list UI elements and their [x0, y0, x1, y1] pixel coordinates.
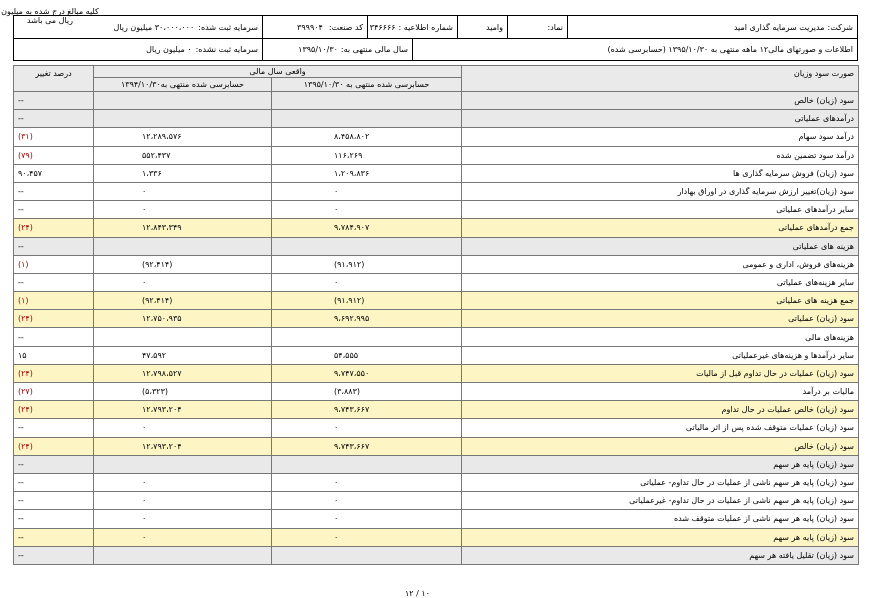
col-group-header: واقعی سال مالی [94, 66, 462, 78]
row-percent-change: ۹۰،۴۵۷ [14, 164, 94, 182]
row-percent-change: -- [14, 328, 94, 346]
row-previous-value [94, 237, 272, 255]
row-previous-value: ۰ [94, 201, 272, 219]
row-previous-value: ۱۲،۸۴۳،۳۴۹ [94, 219, 272, 237]
row-percent-change: -- [14, 473, 94, 491]
row-percent-change: (۲۴) [14, 219, 94, 237]
table-row [14, 455, 859, 473]
row-current-value [272, 92, 462, 110]
row-current-value: (۹۱،۹۱۲) [272, 255, 462, 273]
row-description: جمع درآمدهای عملیاتی [462, 219, 859, 237]
row-description: سود (زیان)تغییر ارزش سرمایه گذاری در اوراق بهادار [462, 182, 859, 200]
table-row [14, 492, 859, 510]
row-percent-change: -- [14, 546, 94, 564]
row-description: سود (زیان) پایه هر سهم ناشی از عملیات متوقف شده [462, 510, 859, 528]
table-row [14, 110, 859, 128]
row-percent-change: -- [14, 528, 94, 546]
row-previous-value: ۰ [94, 182, 272, 200]
row-percent-change: ۱۵ [14, 346, 94, 364]
income-statement-table [13, 65, 859, 565]
table-row [14, 273, 859, 291]
row-previous-value: ۴۷،۵۹۲ [94, 346, 272, 364]
company-label: شرکت: [827, 22, 853, 32]
table-row [14, 437, 859, 455]
row-previous-value [94, 328, 272, 346]
row-current-value: ۹،۷۴۷،۵۵۰ [272, 364, 462, 382]
reg-capital-label: سرمایه ثبت شده: [198, 22, 258, 32]
row-current-value: (۳،۸۸۳) [272, 383, 462, 401]
row-previous-value: ۰ [94, 528, 272, 546]
table-row [14, 255, 859, 273]
col-current-header: حسابرسی شده منتهی به ۱۳۹۵/۱۰/۳۰ [272, 78, 462, 92]
row-current-value [272, 455, 462, 473]
row-percent-change: (۱) [14, 292, 94, 310]
row-previous-value: ۰ [94, 273, 272, 291]
row-description: سود (زیان) پایه هر سهم ناشی از عملیات در حال تداوم- عملیاتی [462, 473, 859, 491]
row-current-value [272, 110, 462, 128]
title-cell [412, 38, 857, 60]
company-info-box [13, 15, 858, 61]
table-row [14, 92, 859, 110]
row-description: جمع هزینه های عملیاتی [462, 292, 859, 310]
row-description: سود (زیان) عملیاتی [462, 310, 859, 328]
row-previous-value [94, 110, 272, 128]
table-row [14, 419, 859, 437]
row-description: مالیات بر درآمد [462, 383, 859, 401]
col-pct-header: درصد تغییر [14, 66, 94, 92]
row-current-value [272, 237, 462, 255]
row-percent-change: (۲۷) [14, 383, 94, 401]
row-current-value: ۱۱۶،۲۶۹ [272, 146, 462, 164]
row-current-value: ۰ [272, 510, 462, 528]
row-percent-change: -- [14, 237, 94, 255]
row-description: سود (زیان) خالص عملیات در حال تداوم [462, 401, 859, 419]
row-previous-value: ۰ [94, 492, 272, 510]
row-percent-change: (۲۴) [14, 364, 94, 382]
row-percent-change: -- [14, 110, 94, 128]
row-description: درآمد سود سهام [462, 128, 859, 146]
row-current-value: ۵۴،۵۵۵ [272, 346, 462, 364]
row-previous-value: ۵۵۲،۴۳۷ [94, 146, 272, 164]
row-previous-value: ۱،۳۳۶ [94, 164, 272, 182]
info-row-1 [14, 16, 857, 39]
row-description: سود (زیان) پایه هر سهم [462, 528, 859, 546]
table-body [14, 92, 859, 565]
row-percent-change: -- [14, 201, 94, 219]
symbol-cell [457, 16, 507, 38]
fy-label: سال مالی منتهی به: [340, 44, 408, 54]
table-row [14, 510, 859, 528]
row-previous-value: ۱۲،۷۵۰،۹۳۵ [94, 310, 272, 328]
table-row [14, 164, 859, 182]
table-row [14, 128, 859, 146]
table-row [14, 146, 859, 164]
row-description: سود (زیان) خالص [462, 92, 859, 110]
unreg-capital-value: ۰ میلیون ریال [146, 44, 192, 54]
row-previous-value: ۱۲،۷۹۳،۲۰۴ [94, 401, 272, 419]
row-percent-change: -- [14, 455, 94, 473]
symbol-label: نماد: [547, 22, 563, 32]
row-description: سود (زیان) فروش سرمایه گذاری ها [462, 164, 859, 182]
reg-capital-cell [14, 16, 262, 38]
table-row [14, 364, 859, 382]
row-current-value: (۹۱،۹۱۲) [272, 292, 462, 310]
notice-cell [367, 16, 457, 38]
table-row [14, 182, 859, 200]
row-previous-value: ۱۲،۲۸۹،۵۷۶ [94, 128, 272, 146]
row-current-value: ۹،۷۴۳،۶۶۷ [272, 401, 462, 419]
row-current-value: ۰ [272, 528, 462, 546]
row-description: هزینه های عملیاتی [462, 237, 859, 255]
row-previous-value: ۰ [94, 473, 272, 491]
row-percent-change: (۳۱) [14, 128, 94, 146]
row-current-value: ۹،۶۹۲،۹۹۵ [272, 310, 462, 328]
table-row [14, 401, 859, 419]
table-row [14, 237, 859, 255]
row-previous-value: ۱۲،۷۹۳،۲۰۴ [94, 437, 272, 455]
table-row [14, 473, 859, 491]
row-percent-change: -- [14, 419, 94, 437]
report-title: اطلاعات و صورتهای مالی۱۲ ماهه منتهی به ۱۳۹۵/۱۰/۳۰ (حسابرسی شده) [607, 44, 853, 54]
row-description: سایر درآمدهای عملیاتی [462, 201, 859, 219]
table-row [14, 201, 859, 219]
row-previous-value: ۱۲،۷۹۸،۵۲۷ [94, 364, 272, 382]
row-percent-change: (۱) [14, 255, 94, 273]
row-current-value: ۰ [272, 201, 462, 219]
row-previous-value: (۹۲،۴۱۴) [94, 292, 272, 310]
row-percent-change: -- [14, 92, 94, 110]
row-description: درآمدهای عملیاتی [462, 110, 859, 128]
row-current-value [272, 328, 462, 346]
row-current-value: ۰ [272, 273, 462, 291]
row-description: سود (زیان) خالص [462, 437, 859, 455]
company-name: مدیریت سرمایه گذاری امید [733, 22, 825, 32]
table-row [14, 219, 859, 237]
row-description: سایر درآمدها و هزینه‌های غیرعملیاتی [462, 346, 859, 364]
row-current-value: ۰ [272, 182, 462, 200]
symbol-label-cell [507, 16, 567, 38]
company-cell [567, 16, 857, 38]
row-previous-value [94, 546, 272, 564]
table-row [14, 528, 859, 546]
row-percent-change: -- [14, 510, 94, 528]
row-percent-change: (۲۴) [14, 437, 94, 455]
table-row [14, 310, 859, 328]
row-description: سود (زیان) عملیات متوقف شده پس از اثر مالیاتی [462, 419, 859, 437]
table-row [14, 292, 859, 310]
table-row [14, 328, 859, 346]
col-desc-header: صورت سود وزیان [462, 66, 859, 92]
fy-cell [262, 38, 412, 60]
row-description: سود (زیان) عملیات در حال تداوم قبل از مالیات [462, 364, 859, 382]
row-previous-value: (۵،۳۲۳) [94, 383, 272, 401]
table-row [14, 346, 859, 364]
row-description: سود (زیان) پایه هر سهم ناشی از عملیات در حال تداوم- غیرعملیاتی [462, 492, 859, 510]
row-current-value: ۰ [272, 492, 462, 510]
row-current-value: ۸،۴۵۸،۸۰۲ [272, 128, 462, 146]
industry-value: ۳۹۹۹۰۴ [297, 22, 323, 32]
table-row [14, 383, 859, 401]
row-previous-value: ۰ [94, 510, 272, 528]
row-current-value: ۰ [272, 473, 462, 491]
notice-value: ۳۴۶۶۶۶ [369, 22, 396, 32]
fy-value: ۱۳۹۵/۱۰/۳۰ [298, 44, 338, 54]
row-description: سود (زیان) پایه هر سهم [462, 455, 859, 473]
industry-label: کد صنعت: [328, 22, 363, 32]
row-current-value: ۹،۷۴۳،۶۶۷ [272, 437, 462, 455]
row-previous-value: (۹۲،۴۱۴) [94, 255, 272, 273]
unreg-capital-label: سرمایه ثبت نشده: [195, 44, 258, 54]
table-row [14, 546, 859, 564]
row-description: سایر هزینه‌های عملیاتی [462, 273, 859, 291]
row-percent-change: -- [14, 273, 94, 291]
row-percent-change: (۲۴) [14, 401, 94, 419]
row-percent-change: -- [14, 492, 94, 510]
row-current-value: ۰ [272, 419, 462, 437]
page-indicator: ۱۲ / ۱۰ [405, 589, 430, 598]
row-percent-change: (۷۹) [14, 146, 94, 164]
row-current-value: ۱،۲۰۹،۸۳۶ [272, 164, 462, 182]
col-prev-header: حسابرسی شده منتهی به۱۳۹۴/۱۰/۳۰ [94, 78, 272, 92]
row-description: سود (زیان) تقلیل یافته هر سهم [462, 546, 859, 564]
reg-capital-value: ۳۰،۰۰۰،۰۰۰ میلیون ریال [113, 22, 195, 32]
row-description: هزینه‌های فروش، اداری و عمومی [462, 255, 859, 273]
row-percent-change: (۲۴) [14, 310, 94, 328]
row-previous-value: ۰ [94, 419, 272, 437]
unreg-capital-cell [14, 38, 262, 60]
notice-label: شماره اطلاعیه : [398, 22, 453, 32]
info-row-2 [14, 38, 857, 60]
row-previous-value [94, 455, 272, 473]
currency-note: کلیه مبالغ درج شده به میلیون ریال می باشد [1, 7, 99, 25]
industry-cell [262, 16, 367, 38]
row-current-value [272, 546, 462, 564]
row-description: درآمد سود تضمین شده [462, 146, 859, 164]
row-current-value: ۹،۷۸۴،۹۰۷ [272, 219, 462, 237]
symbol-value: وامید [486, 22, 503, 32]
row-description: هزینه‌های مالی [462, 328, 859, 346]
row-previous-value [94, 92, 272, 110]
row-percent-change: -- [14, 182, 94, 200]
